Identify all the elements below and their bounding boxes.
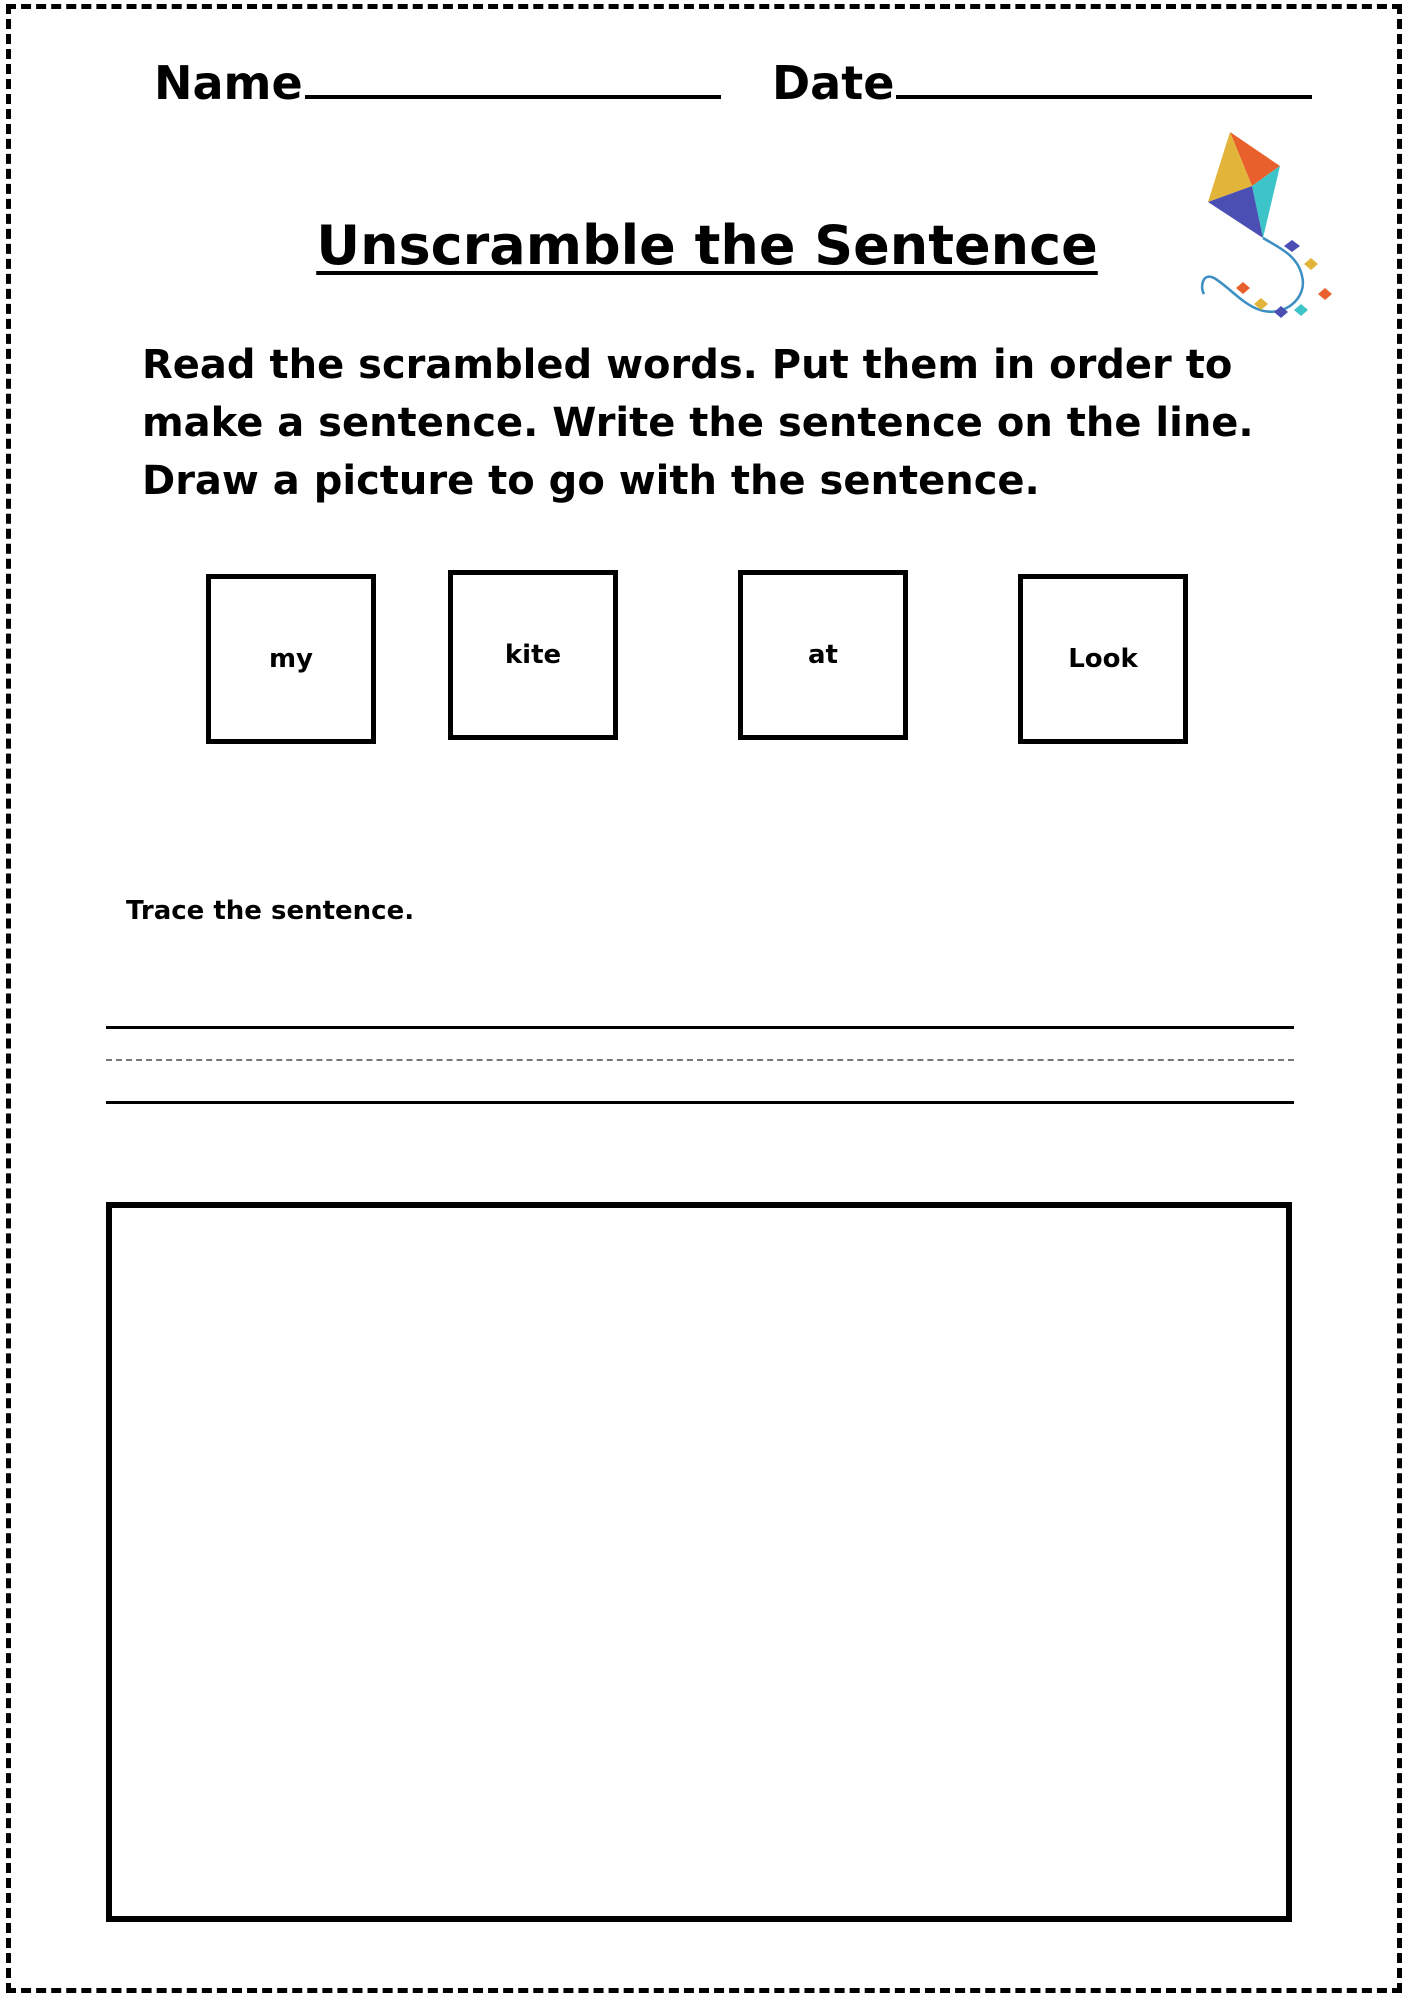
name-field[interactable]	[154, 58, 721, 109]
date-label: Date	[772, 56, 895, 110]
name-blank-line[interactable]	[305, 61, 721, 99]
handwriting-mid-line	[106, 1059, 1294, 1061]
drawing-area[interactable]	[106, 1202, 1292, 1922]
handwriting-base-line[interactable]	[106, 1101, 1294, 1104]
date-field[interactable]	[772, 58, 1312, 109]
word-card[interactable]	[206, 574, 376, 744]
word-card-label: Look	[1068, 644, 1138, 674]
instructions-text: Read the scrambled words. Put them in order to make a sentence. Write the sentence on the line. Draw a picture to go with the sentence.	[142, 342, 1254, 504]
word-card[interactable]	[448, 570, 618, 740]
worksheet-title: Unscramble the Sentence	[316, 214, 1098, 277]
word-card[interactable]	[1018, 574, 1188, 744]
kite-icon	[1200, 128, 1348, 328]
word-card-label: at	[808, 640, 838, 670]
trace-label: Trace the sentence.	[126, 896, 415, 926]
kite-tail	[1202, 238, 1303, 312]
word-card[interactable]	[738, 570, 908, 740]
date-blank-line[interactable]	[896, 61, 1312, 99]
handwriting-top-line[interactable]	[106, 1026, 1294, 1029]
word-card-label: my	[268, 644, 314, 674]
word-card-label: kite	[504, 640, 562, 670]
name-label: Name	[154, 56, 303, 110]
